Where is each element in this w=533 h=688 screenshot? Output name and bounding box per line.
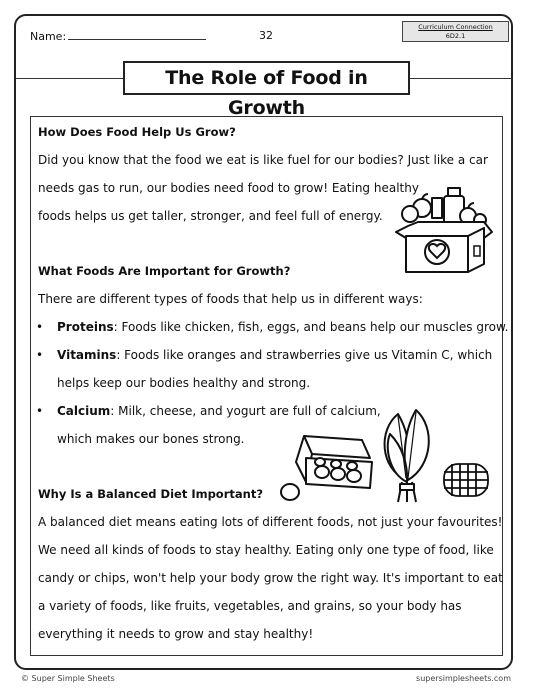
bullet-text: : Milk, cheese, and yogurt are full of calcium, xyxy=(110,404,381,418)
section3-line: A balanced diet means eating lots of different foods, not just your favourites! xyxy=(38,515,503,529)
section3-line: We need all kinds of foods to stay healthy. Eating only one type of food, like xyxy=(38,543,494,557)
section3-line: candy or chips, won't help your body grow the right way. It's important to eat xyxy=(38,571,503,585)
section3-line: everything it needs to grow and stay healthy! xyxy=(38,627,314,641)
bullet-text: : Foods like oranges and strawberries give us Vitamin C, which xyxy=(116,348,493,362)
section2-intro: There are different types of foods that help us in different ways: xyxy=(38,292,423,306)
bullet-dot: • xyxy=(36,320,44,334)
bullet-term: Calcium xyxy=(57,404,111,418)
bullet-term: Proteins xyxy=(57,320,114,334)
bullet-proteins xyxy=(57,320,509,334)
name-label: Name: xyxy=(30,30,67,43)
bullet-continuation: helps keep our bodies healthy and strong. xyxy=(57,376,311,390)
name-field[interactable] xyxy=(30,29,206,43)
bullet-term: Vitamins xyxy=(57,348,117,362)
bullet-calcium xyxy=(57,404,381,418)
footer-website: supersimplesheets.com xyxy=(416,674,511,683)
corn-icon xyxy=(440,460,492,500)
section1-line: Did you know that the food we eat is like fuel for our bodies? Just like a car xyxy=(38,153,488,167)
bullet-dot: • xyxy=(36,404,44,418)
section1-line: foods helps us get taller, stronger, and feel full of energy. xyxy=(38,209,383,223)
name-blank-line[interactable] xyxy=(68,29,206,40)
curriculum-code: 6D2.1 xyxy=(445,32,466,40)
page-number: 32 xyxy=(259,29,273,42)
egg-carton-icon xyxy=(278,432,374,504)
section3-heading: Why Is a Balanced Diet Important? xyxy=(38,487,263,501)
page-title: The Role of Food in Growth xyxy=(123,61,410,95)
footer-copyright: © Super Simple Sheets xyxy=(21,674,115,683)
curriculum-title: Curriculum Connection xyxy=(418,23,493,31)
food-box-heart-icon xyxy=(392,184,496,276)
section1-line: needs gas to run, our bodies need food to grow! Eating healthy xyxy=(38,181,419,195)
section1-heading: How Does Food Help Us Grow? xyxy=(38,125,236,139)
bullet-text: : Foods like chicken, fish, eggs, and beans help our muscles grow. xyxy=(113,320,509,334)
section2-heading: What Foods Are Important for Growth? xyxy=(38,264,291,278)
section3-line: a variety of foods, like fruits, vegetables, and grains, so your body has xyxy=(38,599,462,613)
bullet-dot: • xyxy=(36,348,44,362)
bullet-vitamins xyxy=(57,348,492,362)
curriculum-connection-box xyxy=(402,21,509,42)
bullet-continuation: which makes our bones strong. xyxy=(57,432,245,446)
spinach-icon xyxy=(376,404,438,506)
